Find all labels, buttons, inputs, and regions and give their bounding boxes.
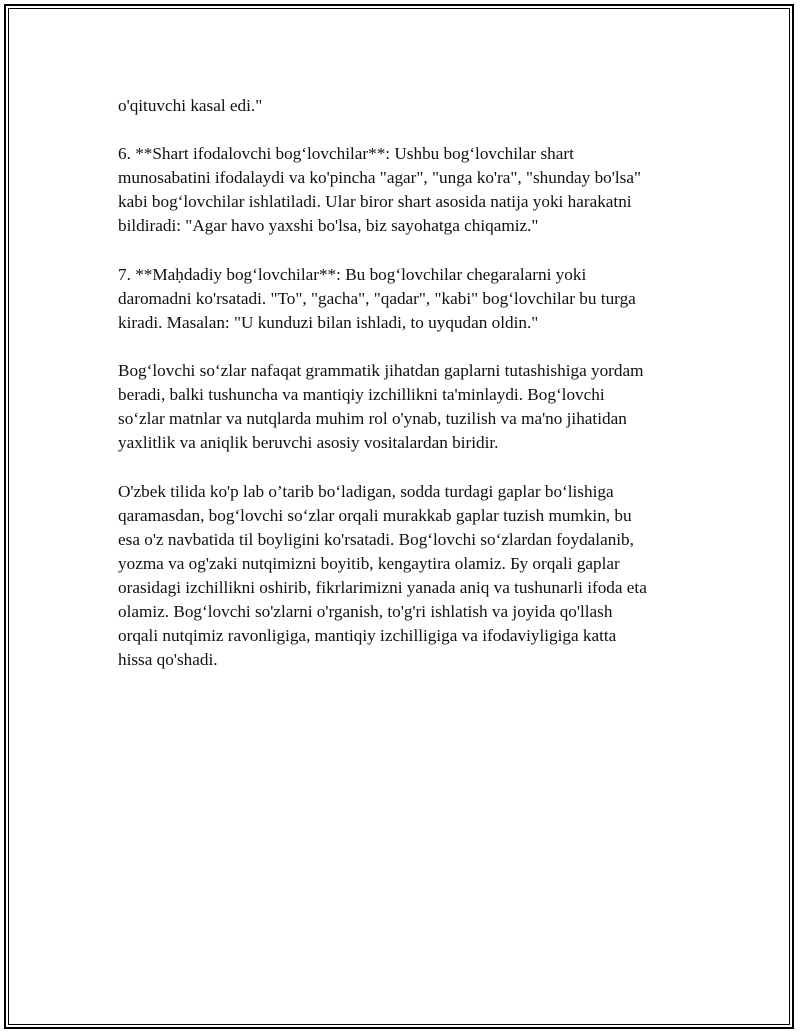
document-page: [4, 4, 794, 1029]
paragraph-conclusion: O'zbek tilida ko'p lab o’tarib bo‘ladigan, sodda turdagi gaplar bo‘lishiga qaramasdan, bog‘lovchi so‘zlar orqali murakkab gaplar tuzish mumkin, bu esa o'z navbatida til boyligini ko'rsatadi. Bog‘lovchi so‘zlardan foydalanib, yozma va og'zaki nutqimizni boyitib, kengaytira olamiz. Бу orqali gaplar orasidagi izchillikni oshirib, fikrlarimizni yanada aniq va tushunarli ifoda eta olamiz. Bog‘lovchi so'zlarni o'rganish, to'g'ri ishlatish va joyida qo'llash orqali nutqimiz ravonligiga, mantiqiy izchilligiga va ifodaviyligiga katta hissa qo'shadi.: [118, 481, 647, 670]
document-body: [118, 94, 698, 696]
paragraph-conditional-conjunctions: 6. **Shart ifodalovchi bog‘lovchilar**: Ushbu bog‘lovchilar shart munosabatini ifodalaydi va ko'pincha "agar", "unga ko'ra", "shunday bo'lsa" kabi bog‘lovchilar ishlatiladi. Ular biror shart asosida natija yoki harakatni bildiradi: "Agar havo yaxshi bo'lsa, biz sayohatga chiqamiz.": [118, 144, 641, 236]
paragraph-conjunction-role: Bog‘lovchi so‘zlar nafaqat grammatik jihatdan gaplarni tutashishiga yordam beradi, balki tushuncha va mantiqiy izchillikni ta'minlaydi. Bog‘lovchi so‘zlar matnlar va nutqlarda muhim rol o'ynab, tuzilish va ma'no jihatidan yaxlitlik va aniqlik beruvchi asosiy vositalardan biridir.: [118, 361, 644, 453]
paragraph-continuation: o'qituvchi kasal edi.": [118, 96, 263, 115]
paragraph-limiting-conjunctions: 7. **Maḥdadiy bog‘lovchilar**: Bu bog‘lovchilar chegaralarni yoki daromadni ko'rsatadi. "To", "gacha", "qadar", "kabi" bog‘lovchilar bu turga kiradi. Masalan: "U kunduzi bilan ishladi, to uyqudan oldin.": [118, 264, 636, 332]
